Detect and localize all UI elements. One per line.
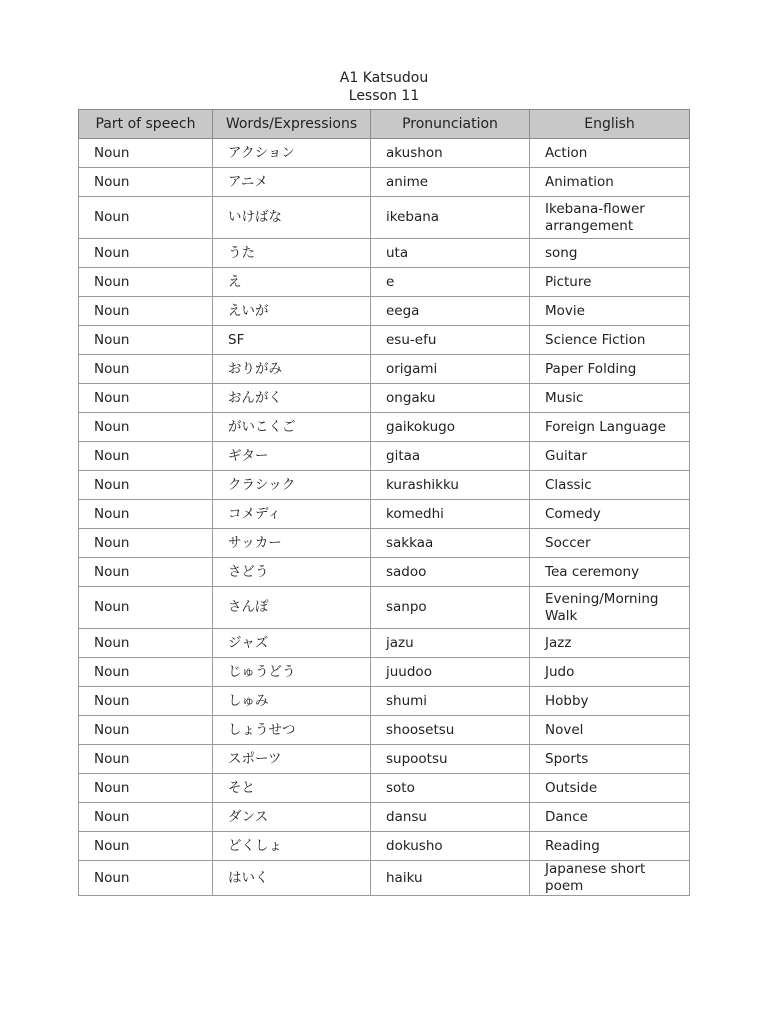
pronunciation-cell: sadoo xyxy=(371,558,530,587)
pronunciation-cell: sakkaa xyxy=(371,529,530,558)
word-cell: いけばな xyxy=(213,197,371,239)
table-row xyxy=(79,687,690,716)
part-of-speech-cell: Noun xyxy=(79,413,213,442)
word-cell: おりがみ xyxy=(213,355,371,384)
word-cell: アクション xyxy=(213,139,371,168)
table-row xyxy=(79,139,690,168)
pronunciation-cell: shumi xyxy=(371,687,530,716)
part-of-speech-cell: Noun xyxy=(79,587,213,629)
english-cell: Comedy xyxy=(530,500,690,529)
english-cell: Picture xyxy=(530,268,690,297)
english-cell: song xyxy=(530,239,690,268)
table-row xyxy=(79,745,690,774)
word-cell: そと xyxy=(213,774,371,803)
part-of-speech-cell: Noun xyxy=(79,297,213,326)
word-cell: SF xyxy=(213,326,371,355)
english-cell: Action xyxy=(530,139,690,168)
word-cell: さどう xyxy=(213,558,371,587)
word-cell: コメディ xyxy=(213,500,371,529)
word-cell: うた xyxy=(213,239,371,268)
part-of-speech-cell: Noun xyxy=(79,716,213,745)
pronunciation-cell: soto xyxy=(371,774,530,803)
english-cell: Hobby xyxy=(530,687,690,716)
table-row xyxy=(79,239,690,268)
english-cell: Paper Folding xyxy=(530,355,690,384)
word-cell: しょうせつ xyxy=(213,716,371,745)
table-row xyxy=(79,587,690,629)
pronunciation-cell: esu-efu xyxy=(371,326,530,355)
english-cell: Tea ceremony xyxy=(530,558,690,587)
table-body xyxy=(79,139,690,896)
part-of-speech-cell: Noun xyxy=(79,500,213,529)
part-of-speech-cell: Noun xyxy=(79,629,213,658)
table-row xyxy=(79,861,690,896)
table-row xyxy=(79,355,690,384)
part-of-speech-cell: Noun xyxy=(79,529,213,558)
table-row xyxy=(79,326,690,355)
pronunciation-cell: jazu xyxy=(371,629,530,658)
pronunciation-cell: shoosetsu xyxy=(371,716,530,745)
english-cell: Classic xyxy=(530,471,690,500)
table-row xyxy=(79,716,690,745)
english-cell: Outside xyxy=(530,774,690,803)
pronunciation-cell: anime xyxy=(371,168,530,197)
vocabulary-table xyxy=(78,109,690,896)
part-of-speech-cell: Noun xyxy=(79,197,213,239)
pronunciation-cell: akushon xyxy=(371,139,530,168)
word-cell: ダンス xyxy=(213,803,371,832)
pronunciation-cell: supootsu xyxy=(371,745,530,774)
table-row xyxy=(79,658,690,687)
word-cell: おんがく xyxy=(213,384,371,413)
pronunciation-cell: gaikokugo xyxy=(371,413,530,442)
column-header-english: English xyxy=(530,110,690,139)
english-cell: Music xyxy=(530,384,690,413)
pronunciation-cell: sanpo xyxy=(371,587,530,629)
part-of-speech-cell: Noun xyxy=(79,268,213,297)
word-cell: じゅうどう xyxy=(213,658,371,687)
part-of-speech-cell: Noun xyxy=(79,139,213,168)
pronunciation-cell: ongaku xyxy=(371,384,530,413)
english-cell: Judo xyxy=(530,658,690,687)
pronunciation-cell: gitaa xyxy=(371,442,530,471)
table-row xyxy=(79,774,690,803)
pronunciation-cell: komedhi xyxy=(371,500,530,529)
part-of-speech-cell: Noun xyxy=(79,803,213,832)
word-cell: え xyxy=(213,268,371,297)
page-title: A1 Katsudou xyxy=(339,70,429,86)
word-cell: さんぽ xyxy=(213,587,371,629)
page-subtitle: Lesson 11 xyxy=(348,88,420,104)
pronunciation-cell: e xyxy=(371,268,530,297)
part-of-speech-cell: Noun xyxy=(79,774,213,803)
pronunciation-cell: dansu xyxy=(371,803,530,832)
pronunciation-cell: haiku xyxy=(371,861,530,896)
english-cell: Japanese short poem xyxy=(530,861,690,896)
part-of-speech-cell: Noun xyxy=(79,384,213,413)
pronunciation-cell: eega xyxy=(371,297,530,326)
english-cell: Guitar xyxy=(530,442,690,471)
table-row xyxy=(79,629,690,658)
pronunciation-cell: uta xyxy=(371,239,530,268)
english-cell: Novel xyxy=(530,716,690,745)
english-cell: Dance xyxy=(530,803,690,832)
table-row xyxy=(79,197,690,239)
table-row xyxy=(79,413,690,442)
table-row xyxy=(79,168,690,197)
table-row xyxy=(79,529,690,558)
part-of-speech-cell: Noun xyxy=(79,239,213,268)
word-cell: アニメ xyxy=(213,168,371,197)
table-row xyxy=(79,268,690,297)
word-cell: ギター xyxy=(213,442,371,471)
part-of-speech-cell: Noun xyxy=(79,658,213,687)
word-cell: がいこくご xyxy=(213,413,371,442)
table-header-row xyxy=(79,110,690,139)
table-row xyxy=(79,471,690,500)
column-header-words: Words/Expressions xyxy=(213,110,371,139)
part-of-speech-cell: Noun xyxy=(79,832,213,861)
column-header-pronunciation: Pronunciation xyxy=(371,110,530,139)
english-cell: Evening/Morning Walk xyxy=(530,587,690,629)
part-of-speech-cell: Noun xyxy=(79,442,213,471)
word-cell: どくしょ xyxy=(213,832,371,861)
table-row xyxy=(79,384,690,413)
english-cell: Jazz xyxy=(530,629,690,658)
pronunciation-cell: dokusho xyxy=(371,832,530,861)
pronunciation-cell: ikebana xyxy=(371,197,530,239)
english-cell: Ikebana-flower arrangement xyxy=(530,197,690,239)
english-cell: Science Fiction xyxy=(530,326,690,355)
table-row xyxy=(79,442,690,471)
page-header xyxy=(0,69,768,105)
column-header-part-of-speech: Part of speech xyxy=(79,110,213,139)
pronunciation-cell: juudoo xyxy=(371,658,530,687)
table-row xyxy=(79,803,690,832)
table-row xyxy=(79,500,690,529)
part-of-speech-cell: Noun xyxy=(79,326,213,355)
part-of-speech-cell: Noun xyxy=(79,687,213,716)
word-cell: スポーツ xyxy=(213,745,371,774)
word-cell: しゅみ xyxy=(213,687,371,716)
table-row xyxy=(79,297,690,326)
part-of-speech-cell: Noun xyxy=(79,168,213,197)
table-row xyxy=(79,558,690,587)
english-cell: Sports xyxy=(530,745,690,774)
english-cell: Soccer xyxy=(530,529,690,558)
word-cell: クラシック xyxy=(213,471,371,500)
part-of-speech-cell: Noun xyxy=(79,558,213,587)
english-cell: Animation xyxy=(530,168,690,197)
pronunciation-cell: kurashikku xyxy=(371,471,530,500)
word-cell: えいが xyxy=(213,297,371,326)
word-cell: はいく xyxy=(213,861,371,896)
pronunciation-cell: origami xyxy=(371,355,530,384)
word-cell: ジャズ xyxy=(213,629,371,658)
table-row xyxy=(79,832,690,861)
part-of-speech-cell: Noun xyxy=(79,471,213,500)
english-cell: Foreign Language xyxy=(530,413,690,442)
english-cell: Reading xyxy=(530,832,690,861)
english-cell: Movie xyxy=(530,297,690,326)
part-of-speech-cell: Noun xyxy=(79,861,213,896)
word-cell: サッカー xyxy=(213,529,371,558)
part-of-speech-cell: Noun xyxy=(79,745,213,774)
part-of-speech-cell: Noun xyxy=(79,355,213,384)
